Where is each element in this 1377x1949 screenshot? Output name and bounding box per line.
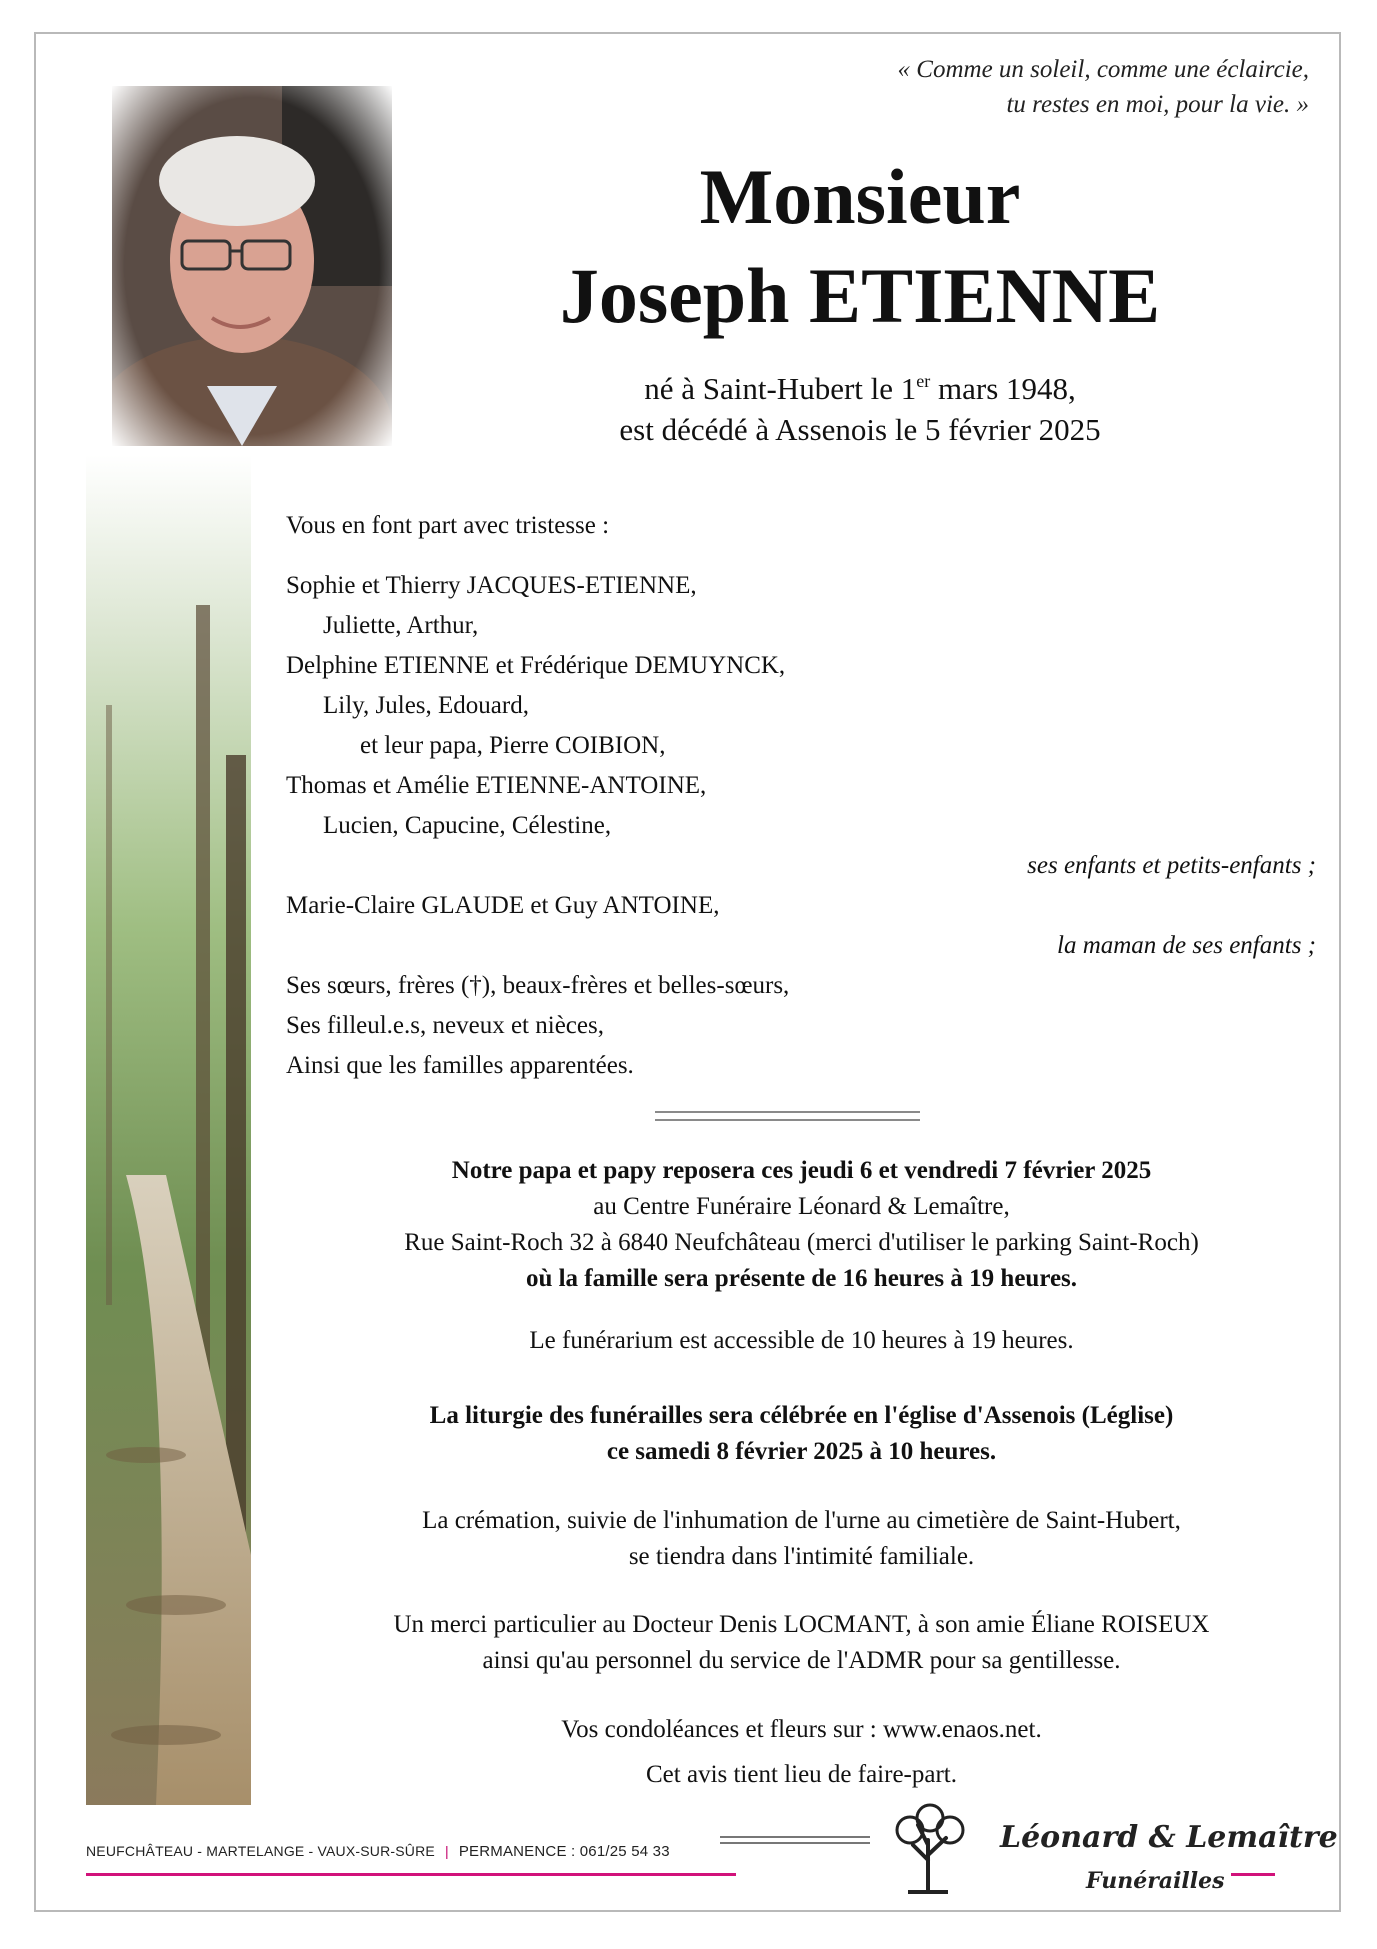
visitation-hours: où la famille sera présente de 16 heures à 19 heures. bbox=[525, 1265, 1078, 1292]
footer-double-rule bbox=[720, 1836, 870, 1844]
birth-post: mars 1948, bbox=[930, 371, 1076, 406]
brand-subtitle: Funérailles bbox=[1080, 1868, 1231, 1894]
civility-title: Monsieur bbox=[699, 153, 1021, 240]
family-relation: la maman de ses enfants ; bbox=[1057, 932, 1316, 959]
family-line: Delphine ETIENNE et Frédérique DEMUYNCK, bbox=[286, 652, 786, 679]
tree-logo-icon bbox=[888, 1800, 968, 1895]
forest-path-image bbox=[86, 455, 251, 1805]
liturgy-place: La liturgie des funérailles sera célébrée en l'église d'Assenois (Léglise) bbox=[429, 1402, 1174, 1429]
section-divider bbox=[655, 1111, 920, 1121]
family-line: Lily, Jules, Edouard, bbox=[323, 692, 529, 719]
birth-death-dates bbox=[460, 368, 1260, 450]
visitation-info bbox=[270, 1153, 1333, 1297]
cremation-line-2: se tiendra dans l'intimité familiale. bbox=[628, 1543, 975, 1570]
visitation-dates: Notre papa et papy reposera ces jeudi 6 et vendredi 7 février 2025 bbox=[451, 1157, 1152, 1184]
visitation-place: au Centre Funéraire Léonard & Lemaître, bbox=[593, 1193, 1010, 1220]
family-line: Lucien, Capucine, Célestine, bbox=[323, 812, 612, 839]
thanks-line-2: ainsi qu'au personnel du service de l'ADMR pour sa gentillesse. bbox=[482, 1647, 1121, 1674]
family-line: Ainsi que les familles apparentées. bbox=[286, 1052, 634, 1079]
birth-pre: né à Saint-Hubert le 1 bbox=[644, 371, 917, 406]
family-line: Thomas et Amélie ETIENNE-ANTOINE, bbox=[286, 772, 707, 799]
condolences-line: Vos condoléances et fleurs sur : www.enaos.net. bbox=[561, 1716, 1042, 1743]
footer-permanence: PERMANENCE : 061/25 54 33 bbox=[458, 1843, 670, 1860]
family-intro: Vous en font part avec tristesse : bbox=[286, 512, 610, 539]
quote-line-2: tu restes en moi, pour la vie. » bbox=[1006, 91, 1309, 118]
liturgy-date: ce samedi 8 février 2025 à 10 heures. bbox=[606, 1438, 997, 1465]
quote-line-1: « Comme un soleil, comme une éclaircie, bbox=[897, 56, 1309, 83]
family-relation: ses enfants et petits-enfants ; bbox=[1027, 852, 1316, 879]
family-line: Ses filleul.e.s, neveux et nièces, bbox=[286, 1012, 604, 1039]
family-line: Marie-Claire GLAUDE et Guy ANTOINE, bbox=[286, 892, 720, 919]
deceased-name: Joseph ETIENNE bbox=[559, 252, 1161, 339]
portrait-photo bbox=[112, 86, 392, 446]
memorial-quote bbox=[898, 52, 1309, 122]
notice-line: Cet avis tient lieu de faire-part. bbox=[646, 1761, 957, 1788]
liturgy-info bbox=[270, 1398, 1333, 1470]
family-list bbox=[286, 506, 1316, 1086]
thanks-line-1: Un merci particulier au Docteur Denis LOCMANT, à son amie Éliane ROISEUX bbox=[393, 1611, 1210, 1638]
footer-contact bbox=[86, 1843, 670, 1860]
death-line: est décédé à Assenois le 5 février 2025 bbox=[619, 412, 1101, 447]
birth-ordinal: er bbox=[916, 371, 931, 391]
family-line: et leur papa, Pierre COIBION, bbox=[360, 732, 666, 759]
footer-locations: NEUFCHÂTEAU - MARTELANGE - VAUX-SUR-SÛRE bbox=[86, 1843, 435, 1859]
thanks-info bbox=[270, 1607, 1333, 1679]
family-line: Ses sœurs, frères (†), beaux-frères et belles-sœurs, bbox=[286, 972, 790, 999]
footer-separator: | bbox=[444, 1843, 449, 1859]
visitation-address: Rue Saint-Roch 32 à 6840 Neufchâteau (merci d'utiliser le parking Saint-Roch) bbox=[404, 1229, 1199, 1256]
birth-line bbox=[460, 368, 1260, 409]
family-line: Juliette, Arthur, bbox=[323, 612, 479, 639]
brand-name: Léonard & Lemaître bbox=[1000, 1820, 1338, 1855]
family-line: Sophie et Thierry JACQUES-ETIENNE, bbox=[286, 572, 697, 599]
funerarium-hours: Le funérarium est accessible de 10 heures à 19 heures. bbox=[529, 1327, 1074, 1354]
cremation-info bbox=[270, 1503, 1333, 1575]
cremation-line-1: La crémation, suivie de l'inhumation de l'urne au cimetière de Saint-Hubert, bbox=[422, 1507, 1181, 1534]
footer-accent-line bbox=[86, 1873, 736, 1876]
